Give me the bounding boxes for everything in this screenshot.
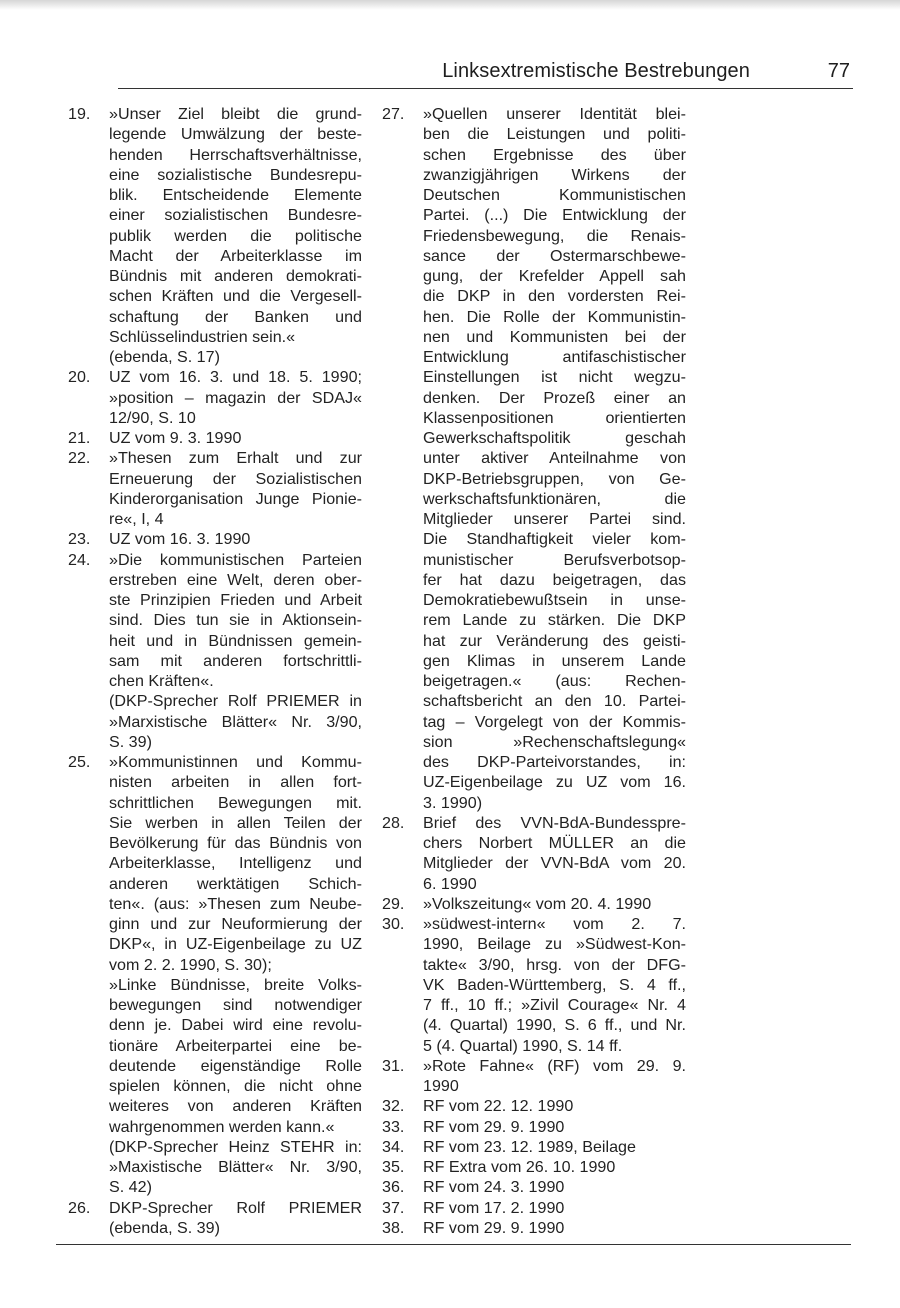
footnote-text (109, 428, 362, 448)
footnote (382, 1198, 686, 1218)
footnote-line: »position – magazin der SDAJ« (109, 388, 362, 407)
footnote-line: Kinderorganisation Junge Pionie- (109, 489, 362, 508)
footnote-line: 1990 (423, 1077, 459, 1095)
footnote-line: schen Kräften und die Vergesell- (109, 287, 362, 306)
footnote-number: 24. (68, 550, 91, 569)
footnote (68, 104, 362, 367)
footnote-line: vom 2. 2. 1990, S. 30); (109, 955, 272, 974)
footnote-line: des DKP-Parteivorstandes, in: (423, 753, 686, 771)
footnote-line: publik werden die politische (109, 226, 362, 245)
footnote-line: Brief des VVN-BdA-Bundesspre- (423, 813, 686, 832)
footnote-line: sion »Rechenschaftslegung« (423, 732, 686, 751)
footnote-line: ben die Leistungen und politi- (423, 125, 686, 144)
footnote-number: 19. (68, 105, 91, 123)
footnote (382, 104, 686, 813)
footnote-line: die DKP in den vordersten Rei- (423, 287, 686, 306)
footnote-line: Partei. (...) Die Entwicklung der (423, 206, 686, 225)
footnote-line: Deutschen Kommunistischen (423, 186, 686, 204)
footnote-line: Macht der Arbeiterklasse im (109, 246, 362, 265)
footnote-text (423, 104, 686, 813)
footnote-line: takte« 3/90, hrsg. von der DFG- (423, 955, 686, 974)
footnote-line: rem Lande zu stärken. Die DKP (423, 611, 686, 630)
footnote-line: fer hat dazu beigetragen, das (423, 570, 686, 589)
footnote-text (109, 529, 362, 549)
footnote-line: Arbeiterklasse, Intelligenz und (109, 854, 362, 873)
footnote-text (109, 448, 362, 529)
footnote-line: »südwest-intern« vom 2. 7. (423, 915, 686, 933)
footnote-line: RF vom 24. 3. 1990 (423, 1178, 565, 1197)
footnote (382, 1117, 686, 1137)
footnote-line: RF vom 23. 12. 1989, Beilage (423, 1137, 636, 1156)
footnote-line: Demokratiebewußtsein in unse- (423, 591, 686, 609)
footnote-number: 37. (382, 1198, 405, 1217)
footnote-line: RF vom 17. 2. 1990 (423, 1198, 565, 1217)
footnote-line: Mitglieder unserer Partei sind. (423, 510, 686, 528)
footnote-text (423, 914, 686, 1056)
footnote-line: beigetragen.« (aus: Rechen- (423, 672, 686, 690)
footnote-line: »Rote Fahne« (RF) vom 29. 9. (423, 1056, 686, 1075)
footnote-line: chen Kräften«. (109, 672, 214, 690)
footnote-line: Bevölkerung für das Bündnis von (109, 834, 362, 852)
footnote-line: bewegungen sind notwendiger (109, 996, 362, 1014)
footnote-text (423, 894, 686, 914)
scan-edge (0, 0, 900, 10)
footnote-text (423, 1056, 686, 1097)
footnote-text (423, 1137, 686, 1157)
footnote-line: 6. 1990 (423, 874, 477, 893)
footnote-number: 26. (68, 1198, 91, 1217)
footnote-line: blik. Entscheidende Elemente (109, 186, 362, 204)
footnote (68, 1198, 362, 1239)
footnote-line: schrittlichen Bewegungen mit. (109, 793, 362, 812)
footnote-line: VK Baden-Württemberg, S. 4 ff., (423, 975, 686, 994)
footnote-number: 31. (382, 1056, 405, 1075)
footnote-line: Die Standhaftigkeit vieler kom- (423, 530, 686, 549)
footnote (68, 550, 362, 753)
footnote-line: »Maxistische Blätter« Nr. 3/90, (109, 1158, 362, 1176)
footnote-line: zwanzigjährigen Wirkens der (423, 165, 686, 184)
footnote-line: RF vom 29. 9. 1990 (423, 1218, 565, 1237)
footnote-line: sam mit anderen fortschrittli- (109, 651, 362, 670)
footnote-line: munistischer Berufsverbotsop- (423, 550, 686, 569)
footnote-number: 20. (68, 368, 91, 387)
footnote-number: 38. (382, 1218, 405, 1237)
footnote-line: re«, I, 4 (109, 510, 164, 528)
footnote-number: 25. (68, 753, 91, 771)
footnote (382, 1137, 686, 1157)
footnote-line: S. 39) (109, 732, 152, 751)
footnote-text (423, 1157, 686, 1177)
footnotes-right-column (382, 104, 686, 1238)
footnote-line: »Quellen unserer Identität blei- (423, 105, 686, 123)
footnote-line: UZ vom 9. 3. 1990 (109, 429, 242, 447)
footnote-line: gen Klimas in unserem Lande (423, 651, 686, 670)
footnote (68, 428, 362, 448)
footnote-line: deutende eigenständige Rolle (109, 1056, 362, 1075)
footnote-line: erstreben eine Welt, deren ober- (109, 570, 362, 589)
footnote (68, 367, 362, 428)
footnote-text (423, 1096, 686, 1116)
footnote-line: Bündnis mit anderen demokrati- (109, 267, 362, 285)
footnote-line: denken. Der Prozeß einer an (423, 388, 686, 407)
footnote-line: ste Prinzipien Frieden und Arbeit (109, 591, 362, 609)
footnote-number: 22. (68, 449, 91, 468)
footnote-line: »Unser Ziel bleibt die grund- (109, 105, 362, 123)
running-head: Linksextremistische Bestrebungen (442, 60, 750, 82)
footnote-line: gung, der Krefelder Appell sah (423, 267, 686, 285)
footnote-number: 21. (68, 429, 91, 447)
footnote-number: 35. (382, 1158, 405, 1176)
footnote-line: schaftsbericht an den 10. Partei- (423, 692, 686, 711)
footnote-line: hat zur Veränderung des geisti- (423, 631, 686, 650)
footnote-line: tag – Vorgelegt von der Kommis- (423, 712, 686, 731)
footnote-number: 23. (68, 530, 91, 549)
footnote-line: (ebenda, S. 17) (109, 348, 220, 366)
footnote-line: »Linke Bündnisse, breite Volks- (109, 975, 362, 994)
footnote-line: nisten arbeiten in allen fort- (109, 773, 362, 792)
footnote-line: weiteres von anderen Kräften (109, 1097, 362, 1116)
footnote-line: 12/90, S. 10 (109, 408, 196, 427)
footnote-line: Mitglieder der VVN-BdA vom 20. (423, 854, 686, 873)
footnote-line: spielen können, die nicht ohne (109, 1077, 362, 1095)
footnote (68, 448, 362, 529)
footnote-line: sance der Ostermarschbewe- (423, 246, 686, 265)
footnote-text (109, 752, 362, 1198)
footnote-line: Gewerkschaftspolitik geschah (423, 429, 686, 447)
footnote-number: 30. (382, 915, 405, 933)
footnote-text (109, 550, 362, 753)
footnote (382, 1096, 686, 1116)
footnote-text (109, 367, 362, 428)
footnote-line: ten«. (aus: »Thesen zum Neube- (109, 894, 362, 913)
footnote-line: hen. Die Rolle der Kommunistin- (423, 307, 686, 326)
footnote-text (423, 1117, 686, 1137)
footnote-line: »Marxistische Blätter« Nr. 3/90, (109, 712, 362, 731)
footnote-line: henden Herrschaftsverhältnisse, (109, 145, 362, 164)
footnote-line: (DKP-Sprecher Heinz STEHR in: (109, 1137, 362, 1156)
footnote-line: schaftung der Banken und (109, 307, 362, 326)
footnote (68, 529, 362, 549)
footnote-line: DKP«, in UZ-Eigenbeilage zu UZ (109, 935, 362, 954)
footnote (382, 1218, 686, 1238)
footnote-line: UZ-Eigenbeilage zu UZ vom 16. (423, 773, 686, 792)
footnote-line: RF vom 22. 12. 1990 (423, 1097, 574, 1116)
footnote (382, 914, 686, 1056)
page-header (118, 56, 850, 86)
footnote-text (423, 1198, 686, 1218)
footnote (382, 1177, 686, 1197)
footnote-line: »Kommunistinnen und Kommu- (109, 753, 362, 771)
footnote-line: 5 (4. Quartal) 1990, S. 14 ff. (423, 1036, 623, 1055)
footnote-line: (DKP-Sprecher Rolf PRIEMER in (109, 692, 362, 711)
footnote-line: RF vom 29. 9. 1990 (423, 1117, 565, 1136)
footnote-number: 27. (382, 105, 405, 123)
footnote-line: unter aktiver Anteilnahme von (423, 449, 686, 468)
footnote-line: einer sozialistischen Bundesre- (109, 206, 362, 225)
footnote-line: UZ vom 16. 3. und 18. 5. 1990; (109, 368, 362, 387)
footnote-line: ginn und zur Neuformierung der (109, 915, 362, 933)
footnote-line: DKP-Betriebsgruppen, von Ge- (423, 469, 686, 488)
page-number: 77 (827, 60, 850, 82)
footnote-line: (ebenda, S. 39) (109, 1218, 220, 1237)
footnote-line: wahrgenommen werden kann.« (109, 1117, 335, 1136)
footnote-number: 36. (382, 1178, 405, 1197)
footnote-line: Einstellungen ist nicht wegzu- (423, 368, 686, 387)
footnote-line: sind. Dies tun sie in Aktionsein- (109, 611, 362, 630)
footnote-line: »Volkszeitung« vom 20. 4. 1990 (423, 894, 652, 913)
footnote-line: tionäre Arbeiterpartei eine be- (109, 1036, 362, 1055)
footnotes-left-column (68, 104, 362, 1238)
footnote-line: 1990, Beilage zu »Südwest-Kon- (423, 935, 686, 954)
header-rule (118, 88, 853, 89)
footnote-line: heit und in Bündnissen gemein- (109, 631, 362, 650)
footnote-line: »Die kommunistischen Parteien (109, 550, 362, 569)
footnote (68, 752, 362, 1198)
footnote (382, 813, 686, 894)
footnote-number: 32. (382, 1097, 405, 1116)
footnote-line: nen und Kommunisten bei der (423, 327, 686, 346)
footnote-line: Klassenpositionen orientierten (423, 408, 686, 427)
footnote-line: S. 42) (109, 1178, 152, 1197)
footnote-text (423, 1177, 686, 1197)
footnote-text (423, 813, 686, 894)
footnote-line: eine sozialistische Bundesrepu- (109, 165, 362, 184)
footnote-line: 7 ff., 10 ff.; »Zivil Courage« Nr. 4 (423, 996, 686, 1014)
footnote-line: 3. 1990) (423, 793, 483, 812)
footnote-line: (4. Quartal) 1990, S. 6 ff., und Nr. (423, 1016, 686, 1035)
footnote-line: Erneuerung der Sozialistischen (109, 469, 362, 488)
footnote-line: Entwicklung antifaschistischer (423, 348, 686, 366)
footnote-line: anderen werktätigen Schich- (109, 874, 362, 893)
footnote-line: Schlüsselindustrien sein.« (109, 327, 296, 346)
footer-rule (56, 1244, 851, 1245)
footnote-line: schen Ergebnisse des über (423, 145, 686, 164)
footnote-line: chers Norbert MÜLLER an die (423, 834, 686, 852)
footnote-line: Friedensbewegung, die Renais- (423, 226, 686, 245)
footnote-text (109, 104, 362, 367)
footnote-line: denn je. Dabei wird eine revolu- (109, 1016, 362, 1035)
footnote-number: 28. (382, 813, 405, 832)
footnote (382, 1056, 686, 1097)
footnote-line: legende Umwälzung der beste- (109, 125, 362, 144)
footnote-line: DKP-Sprecher Rolf PRIEMER (109, 1198, 362, 1217)
footnote-text (109, 1198, 362, 1239)
footnote-line: Sie werben in allen Teilen der (109, 813, 362, 832)
footnote (382, 1157, 686, 1177)
footnote-line: »Thesen zum Erhalt und zur (109, 449, 362, 468)
footnote-line: RF Extra vom 26. 10. 1990 (423, 1158, 616, 1176)
footnote-text (423, 1218, 686, 1238)
footnote-number: 33. (382, 1117, 405, 1136)
footnote (382, 894, 686, 914)
footnote-number: 34. (382, 1137, 405, 1156)
footnote-number: 29. (382, 894, 405, 913)
footnote-line: UZ vom 16. 3. 1990 (109, 530, 251, 549)
footnote-line: werkschaftsfunktionären, die (423, 489, 686, 508)
